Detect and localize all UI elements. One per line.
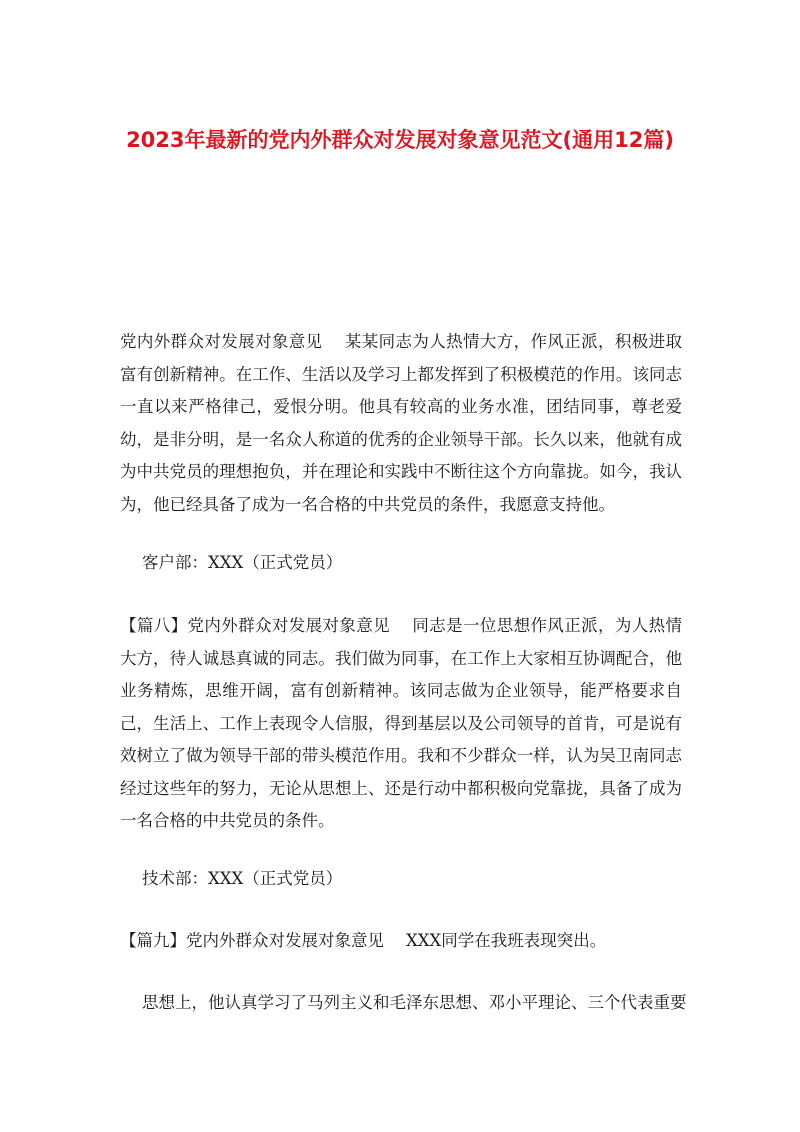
paragraph-heading: 党内外群众对发展对象意见 bbox=[120, 332, 323, 351]
paragraph-section-9 bbox=[120, 925, 682, 958]
signature-customer-dept: 客户部：XXX（正式党员） bbox=[142, 553, 343, 572]
paragraph-body: 某某同志为人热情大方，作风正派，积极进取富有创新精神。在工作、生活以及学习上都发挥到了积极模范的作用。该同志一直以来严格律己，爱恨分明。他具有较高的业务水准，团结同事，尊老爱幼，是非分明，是一名众人称道的优秀的企业领导干部。长久以来，他就有成为中共党员的理想抱负，并在理论和实践中不断往这个方向靠拢。如今，我认为，他已经具备了成为一名合格的中共党员的条件，我愿意支持他。 bbox=[120, 332, 682, 514]
paragraph-heading: 【篇八】党内外群众对发展对象意见 bbox=[120, 616, 390, 635]
paragraph-body: XXX同学在我班表现突出。 bbox=[406, 931, 607, 950]
paragraph-thought: 思想上，他认真学习了马列主义和毛泽东思想、邓小平理论、三个代表重要 bbox=[142, 993, 687, 1012]
paragraph-section-8 bbox=[120, 610, 682, 838]
paragraph-opinion-1 bbox=[120, 326, 682, 521]
document-title: 2023年最新的党内外群众对发展对象意见范文(通用12篇) bbox=[126, 128, 674, 152]
paragraph-heading: 【篇九】党内外群众对发展对象意见 bbox=[120, 931, 384, 950]
signature-tech-dept: 技术部：XXX（正式党员） bbox=[142, 869, 343, 888]
paragraph-body: 同志是一位思想作风正派，为人热情大方，待人诚恳真诚的同志。我们做为同事，在工作上大家相互协调配合，他业务精炼，思维开阔，富有创新精神。该同志做为企业领导，能严格要求自己，生活上、工作上表现令人信服，得到基层以及公司领导的首肯，可是说有效树立了做为领导干部的带头模范作用。我和不少群众一样，认为吴卫南同志经过这些年的努力，无论从思想上、还是行动中都积极向党靠拢，具备了成为一名合格的中共党员的条件。 bbox=[120, 616, 682, 830]
